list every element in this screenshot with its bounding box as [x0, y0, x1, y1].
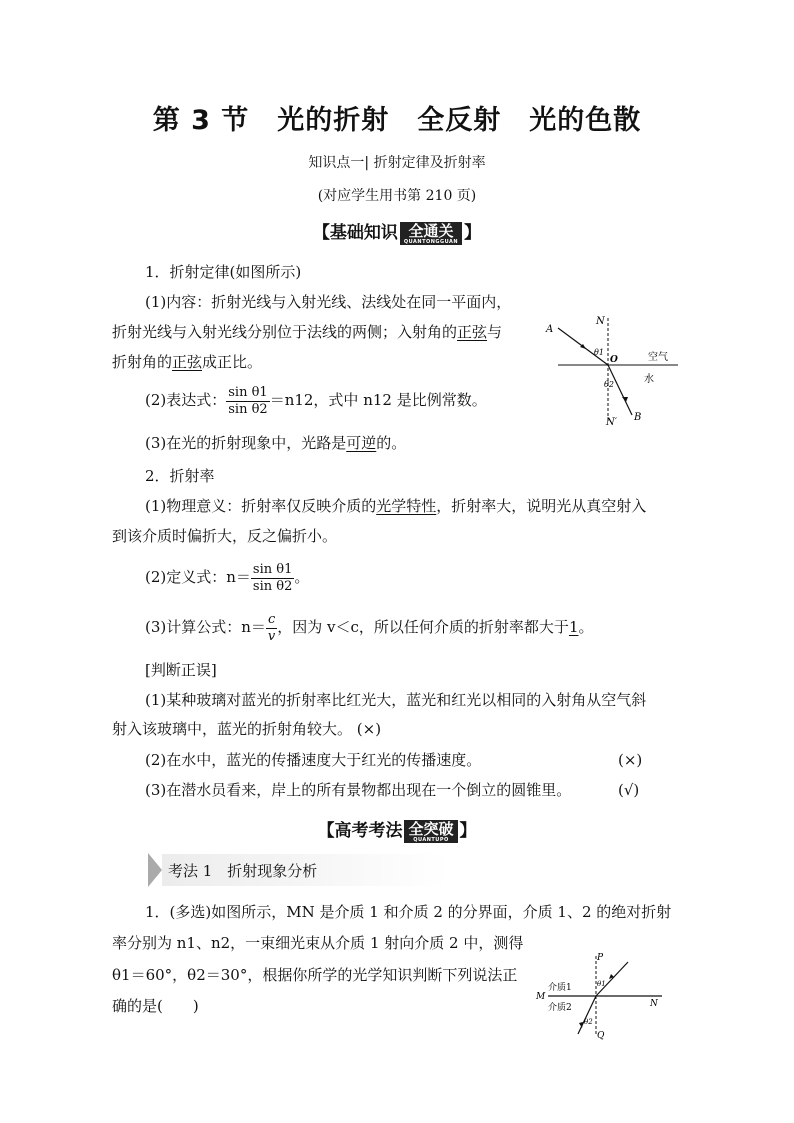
numerator: sin θ1 [252, 561, 293, 577]
label-O: O [610, 355, 618, 365]
label-theta2: θ2 [604, 380, 614, 389]
gaokao-banner [0, 816, 794, 843]
text: (2)定义式：n＝ [145, 568, 251, 586]
text: ，因为 v＜c，所以任何介质的折射率都大于 [277, 618, 569, 636]
numerator: sin θ1 [228, 384, 268, 400]
judge-q1-line2: 射入该玻璃中，蓝光的折射角较大。 (×) [112, 720, 382, 738]
label-theta2: θ2 [584, 1018, 593, 1026]
text: 与 [487, 323, 503, 341]
judge-q3-mark: (√) [618, 781, 640, 799]
judge-q3: (3)在潜水员看来，岸上的所有景物都出现在一个倒立的圆锥里。 [145, 781, 572, 799]
text: 成正比。 [202, 353, 263, 371]
refraction-diagram [540, 310, 680, 430]
fraction [266, 612, 277, 645]
banner-badge [404, 820, 457, 843]
s1-p2-formula [145, 383, 487, 418]
question-line2: 率分别为 n1、n2，一束细光束从介质 1 射向介质 2 中，测得 [112, 934, 524, 952]
s1-p3 [145, 433, 406, 453]
denominator: sin θ2 [252, 578, 293, 594]
s2-p1-line1 [145, 496, 646, 516]
label-theta1: θ1 [594, 348, 604, 357]
badge-subtext: QUANTONGGUAN [403, 238, 459, 245]
text: 。 [578, 618, 594, 636]
label-M: M [536, 992, 546, 1002]
label-Q: Q [597, 1031, 605, 1041]
page-title: 第 3 节 光的折射 全反射 光的色散 [152, 105, 642, 136]
s2-p2-formula [145, 560, 309, 595]
s1-p1-line2 [112, 322, 502, 342]
underlined-answer: 可逆 [346, 434, 377, 452]
label-A: A [546, 324, 554, 335]
underlined-answer: 光学特性 [376, 497, 437, 515]
section-2-heading: 2．折射率 [145, 467, 215, 485]
question-line3: θ1＝60°，θ2＝30°，根据你所学的光学知识判断下列说法正 [112, 966, 518, 984]
fraction [226, 385, 269, 418]
text: ＝n12，式中 n12 是比例常数。 [269, 391, 487, 409]
badge-subtext: QUANTUPO [413, 836, 449, 843]
page-reference: (对应学生用书第 210 页) [317, 188, 477, 204]
question-line4: 确的是( ) [112, 997, 199, 1015]
underlined-answer: 正弦 [457, 323, 488, 341]
badge-text: 全突破 [408, 819, 454, 838]
question-line1: 1．(多选)如图所示，MN 是介质 1 和介质 2 的分界面，介质 1、2 的绝对折射 [145, 903, 672, 921]
text: 折射光线与入射光线分别位于法线的两侧；入射角的 [112, 323, 458, 341]
label-B: B [634, 412, 642, 423]
kaofa-title: 考法 1 折射现象分析 [168, 862, 318, 880]
banner-bracket: 】 [464, 223, 482, 243]
label-N-prime: N′ [606, 417, 618, 428]
text: (3)计算公式：n＝ [145, 618, 266, 636]
label-medium-1: 介质1 [548, 983, 572, 993]
banner-badge [400, 222, 462, 245]
s1-p1-line1: (1)内容：折射光线与入射光线、法线处在同一平面内， [145, 293, 512, 311]
text: (3)在光的折射现象中，光路是 [145, 434, 347, 452]
refracted-ray [578, 996, 596, 1034]
knowledge-point-heading: 知识点一| 折射定律及折射率 [308, 155, 486, 171]
label-N: N [596, 316, 605, 327]
underlined-answer: 1 [568, 618, 579, 636]
judge-q2: (2)在水中，蓝光的传播速度大于红光的传播速度。 [145, 751, 482, 769]
judge-q1-line1: (1)某种玻璃对蓝光的折射率比红光大，蓝光和红光以相同的入射角从空气斜 [145, 691, 647, 709]
section-1-heading: 1．折射定律(如图所示) [145, 263, 302, 281]
label-N: N [650, 999, 658, 1009]
text: 的。 [376, 434, 407, 452]
label-medium-2: 介质2 [548, 1003, 572, 1013]
text: (1)物理意义：折射率仅反映介质的 [145, 497, 377, 515]
label-air: 空气 [648, 352, 668, 363]
basic-knowledge-banner [0, 218, 794, 245]
s2-p3-formula [145, 610, 594, 645]
label-theta1: θ1 [597, 980, 606, 988]
banner-bracket: 】 [459, 821, 477, 841]
badge-text: 全通关 [408, 221, 454, 240]
fraction [251, 562, 294, 595]
incident-ray [596, 962, 628, 996]
refracted-ray [608, 365, 632, 415]
denominator: sin θ2 [228, 401, 268, 417]
text: (2)表达式： [145, 391, 227, 409]
banner-text: 【基础知识 [312, 223, 398, 243]
text: 折射角的 [112, 353, 173, 371]
numerator: c [266, 612, 277, 629]
label-water: 水 [644, 374, 654, 385]
label-P: P [597, 953, 604, 963]
text: ，折射率大，说明光从真空射入 [436, 497, 647, 515]
text: 。 [294, 568, 310, 586]
judge-heading: [判断正误] [145, 661, 217, 679]
s1-p1-line3 [112, 352, 262, 372]
banner-text: 【高考考法 [317, 821, 403, 841]
s2-p1-line2: 到该介质时偏折大，反之偏折小。 [112, 527, 338, 545]
interface-diagram [530, 948, 670, 1042]
judge-q2-mark: (×) [618, 751, 643, 769]
underlined-answer: 正弦 [172, 353, 203, 371]
denominator: v [267, 628, 276, 644]
triangle-marker-icon [148, 853, 162, 887]
